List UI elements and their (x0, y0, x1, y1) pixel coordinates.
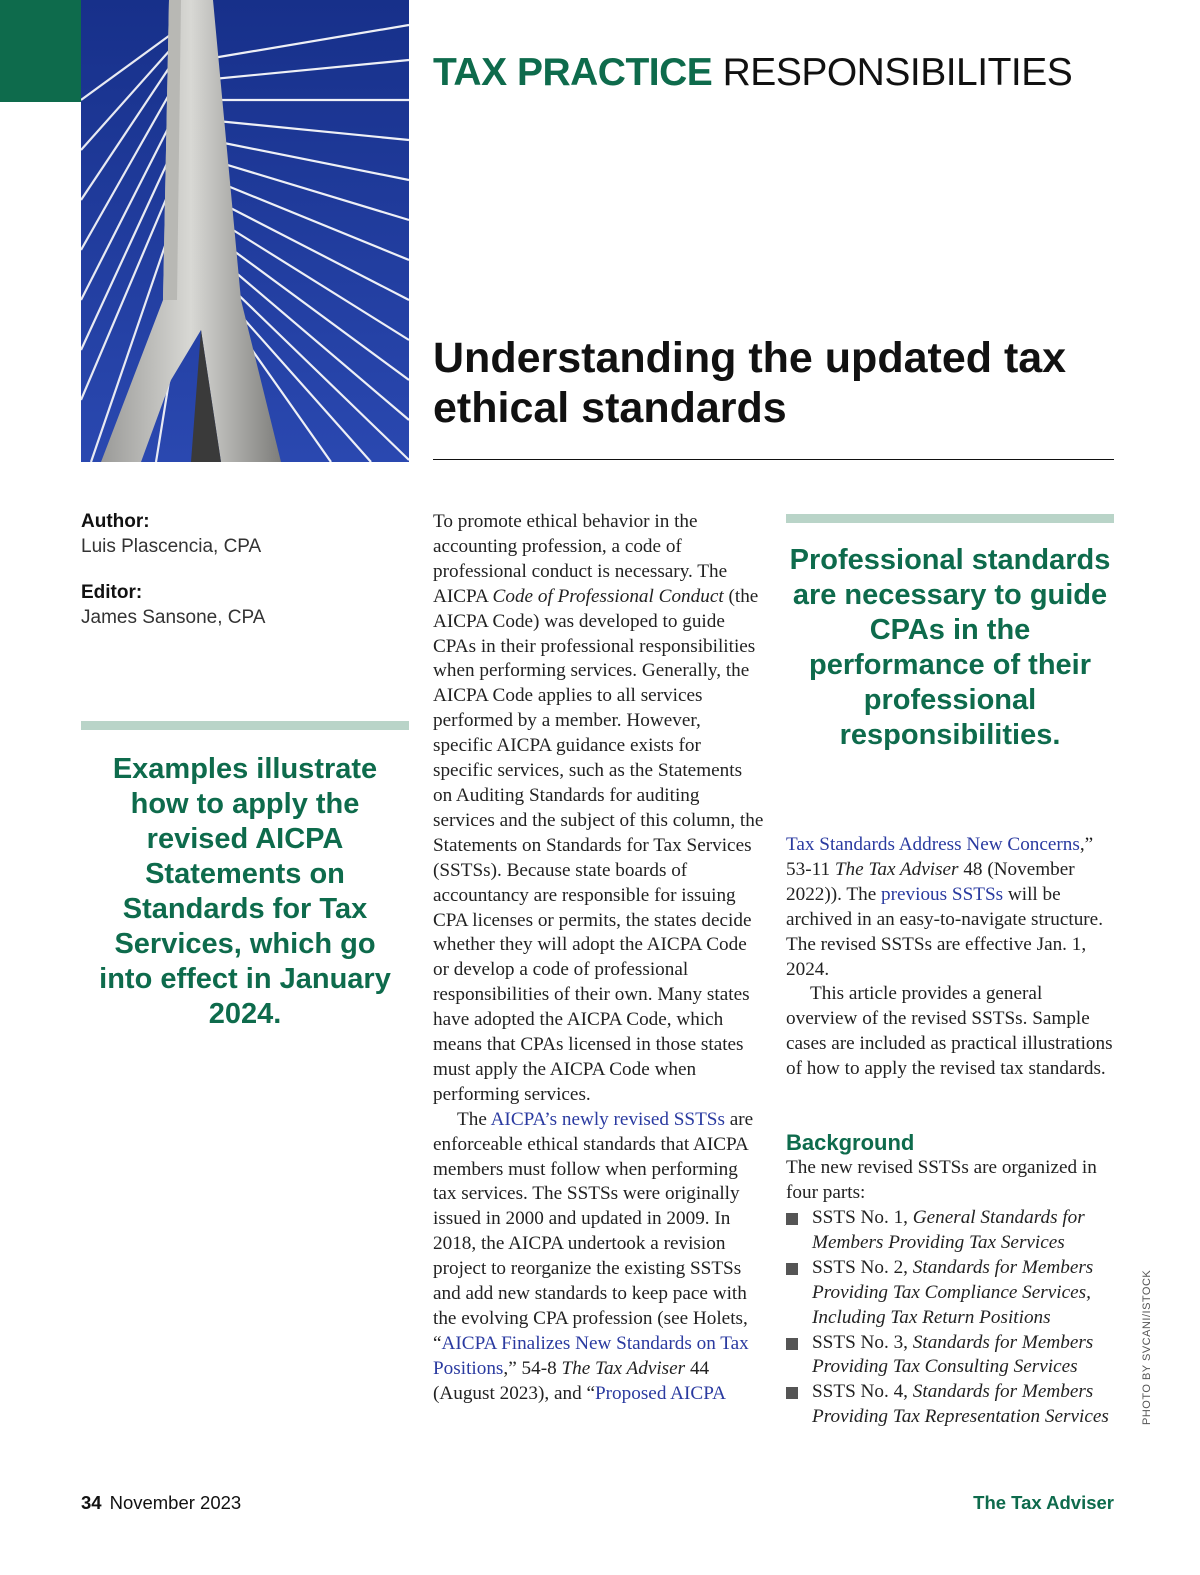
bullet-square-icon (786, 1338, 798, 1350)
paragraph-4: This article provides a general overview of the revised SSTSs. Sample cases are included as practical illustrations of how to apply the revised tax standards. (786, 983, 1113, 1080)
section-title-bold: TAX PRACTICE (433, 51, 713, 94)
link-aicpa-finalizes[interactable]: AICPA Finalizes New Standards on Tax Positions (433, 1332, 749, 1379)
issue-date: November 2023 (109, 1492, 242, 1513)
page-number: 34 (81, 1492, 102, 1513)
bullet-title: Standards for Members Providing Tax Compliance Services, Including Tax Return Positions (812, 1256, 1094, 1328)
author-label: Author: (81, 511, 150, 532)
list-item (786, 1206, 1126, 1256)
background-heading: Background (786, 1130, 915, 1155)
editor-name: James Sansone, CPA (81, 607, 266, 628)
bullet-square-icon (786, 1263, 798, 1275)
bullet-title: Standards for Members Providing Tax Consulting Services (812, 1331, 1094, 1378)
footer-left (81, 1492, 241, 1514)
section-title (433, 50, 1072, 96)
pullquote-left-bar (81, 721, 409, 730)
link-proposed-tax-standards[interactable]: Tax Standards Address New Concerns (786, 834, 1080, 855)
title-divider (433, 459, 1114, 460)
list-item (786, 1331, 1126, 1381)
paragraph-3 (786, 833, 1118, 982)
pullquote-right-bar (786, 514, 1114, 523)
p3-text-b: 48 (November 2022)). The (786, 858, 1075, 905)
corner-color-block (0, 0, 81, 102)
p2-text-a: The (457, 1108, 491, 1130)
bullet-square-icon (786, 1213, 798, 1225)
p1-text-b: (the AICPA Code) was developed to guide CPAs in their professional responsibilities when performing services. Generally, the AICPA Code applies to all services performed by a member. However, specific AICPA guidance exists for specific services, such as the Statements on Auditing Standards for auditing services and the subject of this column, the Statements on Standards for Tax Services (SSTSs). Because state boards of accountancy are responsible for issuing CPA licenses or permits, the states decide whether they will adopt the AICPA Code or develop a code of professional responsibilities of their own. Many states have adopted the AICPA Code, which means that CPAs licensed in those states must apply the AICPA Code when performing services. (433, 585, 764, 1105)
bullet-label: SSTS No. 1, (812, 1207, 913, 1228)
background-intro: The new revised SSTSs are organized in four parts: (786, 1157, 1097, 1203)
list-item (786, 1256, 1126, 1331)
editor-label: Editor: (81, 582, 143, 603)
p2-text-d: 44 (August 2023), and “ (433, 1357, 710, 1404)
author-name: Luis Plascencia, CPA (81, 536, 262, 557)
p3-journal: The Tax Adviser (834, 858, 959, 880)
bullet-label: SSTS No. 4, (812, 1381, 913, 1403)
section-title-light: RESPONSIBILITIES (722, 51, 1073, 94)
link-proposed-aicpa[interactable]: Proposed AICPA (595, 1382, 726, 1404)
link-previous-sstss[interactable]: previous SSTSs (881, 883, 1004, 905)
p3-text-c: will be archived in an easy-to-navigate structure. The revised SSTSs are effective Jan. 1, 2024. (786, 883, 1103, 980)
bridge-photo (81, 0, 409, 462)
p1-code-title: Code of Professional Conduct (492, 585, 724, 607)
p1-text-a: To promote ethical behavior in the accounting profession, a code of professional conduct is necessary. The AICPA (433, 511, 728, 607)
bullet-label: SSTS No. 2, (812, 1256, 913, 1278)
list-item (786, 1380, 1126, 1430)
article-headline: Understanding the updated tax ethical standards (433, 334, 1067, 432)
bullet-label: SSTS No. 3, (812, 1331, 913, 1353)
byline (81, 511, 265, 629)
body-column-right (786, 833, 1118, 1082)
pullquote-left: Examples illustrate how to apply the revised AICPA Statements on Standards for Tax Services, which go into effect in January 2024. (99, 753, 391, 1030)
link-newly-revised-sstss[interactable]: AICPA’s newly revised SSTSs (490, 1108, 725, 1130)
bullet-title: Standards for Members Providing Tax Representation Services (812, 1381, 1109, 1428)
publication-name: The Tax Adviser (973, 1492, 1114, 1513)
bullet-title: General Standards for Members Providing Tax Services (812, 1207, 1085, 1253)
p2-text-b: are enforceable ethical standards that AICPA members must follow when performing tax services. The SSTSs were originally issued in 2000 and updated in 2009. In 2018, the AICPA undertook a revision project to reorganize the existing SSTSs and add new standards to keep pace with the evolving CPA profession (see Holets, “ (433, 1108, 754, 1354)
body-column-middle (433, 510, 765, 1407)
p2-journal: The Tax Adviser (561, 1357, 686, 1379)
photo-credit: PHOTO BY SVCANI/ISTOCK (1141, 1269, 1153, 1425)
bullet-square-icon (786, 1387, 798, 1399)
paragraph-2 (433, 1108, 765, 1407)
p2-text-c: ,” 54-8 (503, 1357, 562, 1379)
paragraph-1 (433, 510, 765, 1108)
pullquote-right: Professional standards are necessary to guide CPAs in the performance of their professional responsibilities. (789, 544, 1111, 751)
p3-text-a: ,” 53-11 (786, 834, 1094, 880)
ssts-list (786, 1206, 1126, 1430)
